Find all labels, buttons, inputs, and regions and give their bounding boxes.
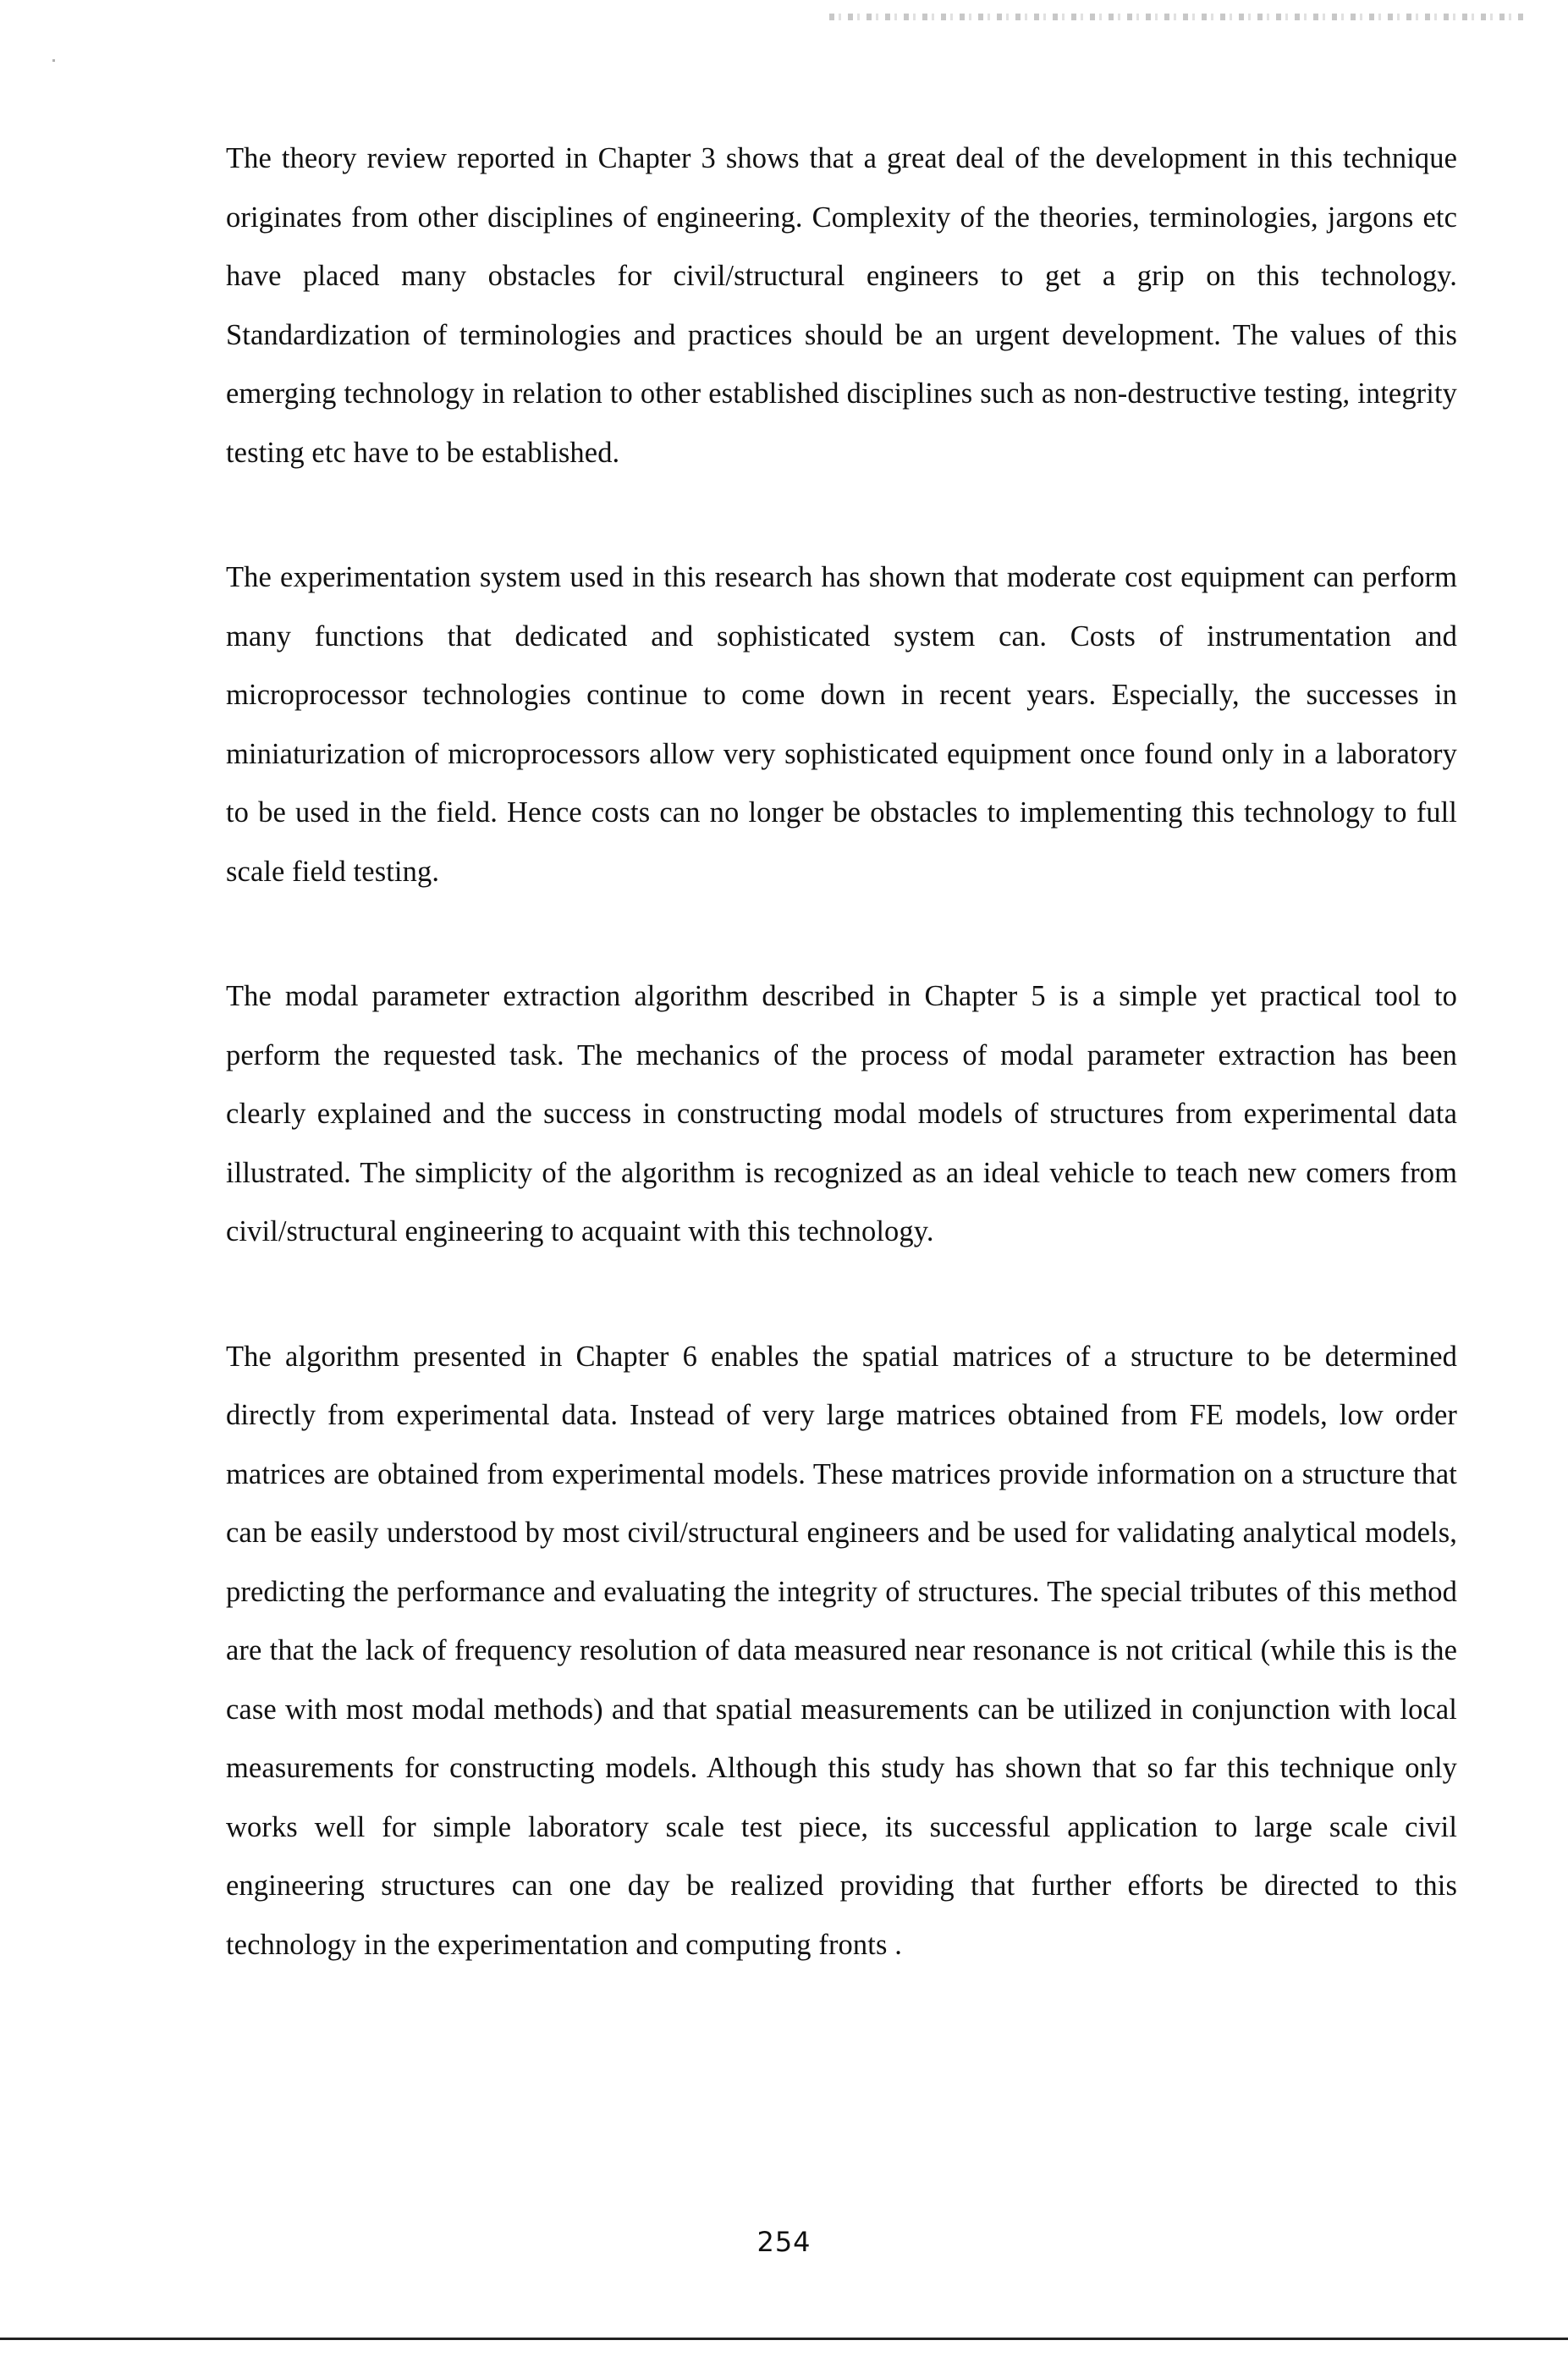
bottom-rule <box>0 2338 1568 2340</box>
page-body <box>226 129 1457 1974</box>
paragraph-modal-parameter-extraction: The modal parameter extraction algorithm described in Chapter 5 is a simple yet practical tool to perform the requested task. The mechanics of the process of modal parameter extraction has been clearly explained and the success in constructing modal models of structures from experimental data illustrated. The simplicity of the algorithm is recognized as an ideal vehicle to teach new comers from civil/structural engineering to acquaint with this technology. <box>226 980 1457 1247</box>
paragraph-spatial-matrices-algorithm: The algorithm presented in Chapter 6 enables the spatial matrices of a structure to be determined directly from experimental data. Instead of very large matrices obtained from FE models, low order matrices are obtained from experimental models. These matrices provide information on a structure that can be easily understood by most civil/structural engineers and be used for validating analytical models, predicting the performance and evaluating the integrity of structures. The special tributes of this method are that the lack of frequency resolution of data measured near resonance is not critical (while this is the case with most modal methods) and that spatial measurements can be utilized in conjunction with local measurements for constructing models. Although this study has shown that so far this technique only works well for simple laboratory scale test piece, its successful application to large scale civil engineering structures can one day be realized providing that further efforts be directed to this technology in the experimentation and computing fronts . <box>226 1340 1457 1961</box>
paragraph-theory-review: The theory review reported in Chapter 3 shows that a great deal of the development in this technique originates from other disciplines of engineering. Complexity of the theories, terminologies, jargons etc have placed many obstacles for civil/structural engineers to get a grip on this technology. Standardization of terminologies and practices should be an urgent development. The values of this emerging technology in relation to other established disciplines such as non-destructive testing, integrity testing etc have to be established. <box>226 142 1457 469</box>
scan-artifact-dot <box>52 59 55 62</box>
page-number: 254 <box>756 2226 812 2258</box>
paragraph-experimentation-system: The experimentation system used in this research has shown that moderate cost equipment can perform many functions that dedicated and sophisticated system can. Costs of instrumentation and microprocessor technologies continue to come down in recent years. Especially, the successes in miniaturization of microprocessors allow very sophisticated equipment once found only in a laboratory to be used in the field. Hence costs can no longer be obstacles to implementing this technology to full scale field testing. <box>226 561 1457 888</box>
scan-artifact-top <box>829 14 1523 20</box>
